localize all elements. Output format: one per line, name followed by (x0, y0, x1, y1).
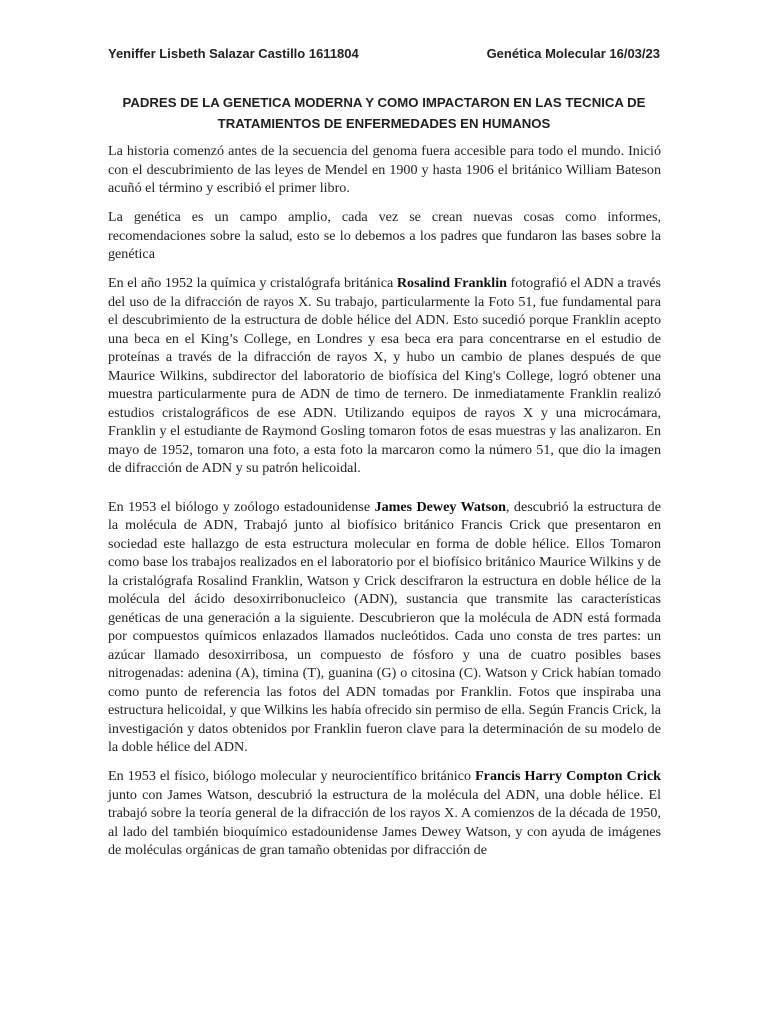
paragraph-genetics-field: La genética es un campo amplio, cada vez se crean nuevas cosas como informes, recomendaciones sobre la salud, esto se lo debemos a los padres que fundaron las bases sobre la genética (108, 209, 661, 262)
author-info: Yeniffer Lisbeth Salazar Castillo 1611804 (108, 46, 359, 61)
document-body (108, 142, 661, 870)
course-date: Genética Molecular 16/03/23 (486, 46, 660, 61)
paragraph-crick-intro: En 1953 el físico, biólogo molecular y neurocientífico británico (108, 768, 476, 784)
paragraph-watson (108, 498, 661, 757)
paragraph-crick (108, 767, 661, 860)
paragraph-watson-text: , descubrió la estructura de la molécula de ADN, Trabajó junto al biofísico británico Francis Crick que presentaron en sociedad este hallazgo de esta estructura molecular en forma de doble hélice. Ellos Tomaron como base los trabajos realizados en el laboratorio por el biofísico británico Maurice Wilkins y de la cristalógrafa Rosalind Franklin, Watson y Crick descifraron la estructura en doble hélice de la molécula del ácido desoxirribonucleico (ADN), sustancia que transmite las características genéticas de una generación a la siguiente. Descubrieron que la molécula de ADN está formada por compuestos químicos enlazados llamados nucleótidos. Cada uno consta de tres partes: un azúcar llamado desoxirribosa, un compuesto de fósforo y una de cuatro posibles bases nitrogenadas: adenina (A), timina (T), guanina (G) o citosina (C). Watson y Crick habían tomado como punto de referencia las fotos del ADN tomadas por Franklin. Fotos que inspiraba una estructura helicoidal, y que Wilkins les había ofrecido sin permiso de ella. Según Francis Crick, la investigación y datos obtenidos por Franklin fueron clave para la determinación de su modelo de la doble hélice del ADN. (108, 498, 661, 755)
paragraph-franklin-intro: En el año 1952 la química y cristalógrafa británica (108, 275, 397, 291)
paragraph-history: La historia comenzó antes de la secuencia del genoma fuera accesible para todo el mundo. Inició con el descubrimiento de las leyes de Mendel en 1900 y hasta 1906 el británico William Bateson acuñó el término y escribió el primer libro. (108, 143, 661, 196)
paragraph-franklin (108, 274, 661, 478)
name-james-watson: James Dewey Watson (374, 498, 506, 515)
paragraph-watson-intro: En 1953 el biólogo y zoólogo estadounidense (108, 498, 375, 515)
document-title: PADRES DE LA GENETICA MODERNA Y COMO IMPACTARON EN LAS TECNICA DE TRATAMIENTOS DE ENFERMEDADES EN HUMANOS (122, 95, 646, 131)
paragraph-crick-text: junto con James Watson, descubrió la estructura de la molécula del ADN, una doble hélice. El trabajó sobre la teoría general de la difracción de los rayos X. A comienzos de la década de 1950, al lado del también bioquímico estadounidense James Dewey Watson, y con ayuda de imágenes de moléculas orgánicas de gran tamaño obtenidas por difracción de (108, 786, 661, 858)
page-header (108, 46, 660, 61)
paragraph-franklin-text: fotografió el ADN a través del uso de la difracción de rayos X. Su trabajo, particularmente la Foto 51, fue fundamental para el descubrimiento de la estructura de doble hélice del ADN. Esto sucedió porque Franklin acepto una beca en el King’s College, en Londres y esa beca era para concentrarse en el estudio de proteínas a través de la difracción de rayos X, y hubo un cambio de planes después de que Maurice Wilkins, subdirector del laboratorio de biofísica del King's College, logró obtener una muestra particularmente pura de ADN de timo de ternero. De inmediatamente Franklin realizó estudios cristalográficos de ese ADN. Utilizando equipos de rayos X y una microcámara, Franklin y el estudiante de Raymond Gosling tomaron fotos de esas muestras y las analizaron. En mayo de 1952, tomaron una foto, a esta foto la marcaron como la número 51, que dio la imagen de difracción de ADN y su patrón helicoidal. (108, 275, 661, 476)
name-rosalind-franklin: Rosalind Franklin (396, 275, 507, 291)
name-francis-crick: Francis Harry Compton Crick (475, 768, 661, 784)
